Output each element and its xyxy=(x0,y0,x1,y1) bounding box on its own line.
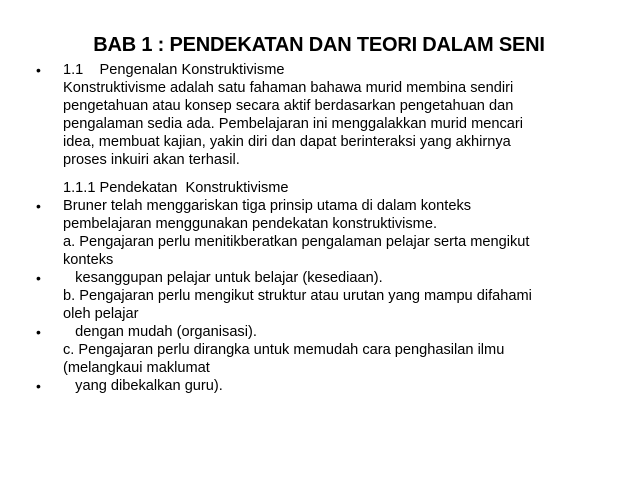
text-line xyxy=(0,323,638,341)
text-line xyxy=(0,133,638,151)
paragraph-line: c. Pengajaran perlu dirangka untuk memudah cara penghasilan ilmu xyxy=(63,342,505,358)
text-line xyxy=(0,377,638,395)
paragraph-line: yang dibekalkan guru). xyxy=(63,378,223,394)
paragraph-line: pengalaman sedia ada. Pembelajaran ini menggalakkan murid mencari xyxy=(63,116,523,132)
text-line xyxy=(0,269,638,287)
text-line xyxy=(0,305,638,323)
paragraph-line: a. Pengajaran perlu menitikberatkan pengalaman pelajar serta mengikut xyxy=(63,234,530,250)
paragraph-line: pembelajaran menggunakan pendekatan konstruktivisme. xyxy=(63,216,437,232)
paragraph-line: dengan mudah (organisasi). xyxy=(63,324,257,340)
bullet-icon: • xyxy=(36,324,41,340)
text-line xyxy=(0,179,638,197)
text-line xyxy=(0,61,638,79)
text-line xyxy=(0,287,638,305)
text-line xyxy=(0,151,638,169)
slide-title: BAB 1 : PENDEKATAN DAN TEORI DALAM SENI xyxy=(93,34,545,56)
section-heading: 1.1 Pengenalan Konstruktivisme xyxy=(63,62,285,78)
text-line xyxy=(0,197,638,215)
slide-content xyxy=(0,61,638,395)
section-heading: 1.1.1 Pendekatan Konstruktivisme xyxy=(63,180,289,196)
paragraph-line: oleh pelajar xyxy=(63,306,139,322)
paragraph-line: konteks xyxy=(63,252,114,268)
paragraph-line: proses inkuiri akan terhasil. xyxy=(63,152,240,168)
text-line xyxy=(0,341,638,359)
paragraph-line: (melangkaui maklumat xyxy=(63,360,210,376)
paragraph-line: Bruner telah menggariskan tiga prinsip utama di dalam konteks xyxy=(63,198,472,214)
text-line xyxy=(0,115,638,133)
paragraph-line: b. Pengajaran perlu mengikut struktur atau urutan yang mampu difahami xyxy=(63,288,532,304)
text-line xyxy=(0,359,638,377)
bullet-icon: • xyxy=(36,378,41,394)
paragraph-line: Konstruktivisme adalah satu fahaman bahawa murid membina sendiri xyxy=(63,80,514,96)
paragraph-line: kesanggupan pelajar untuk belajar (kesediaan). xyxy=(63,270,383,286)
text-line xyxy=(0,233,638,251)
bullet-icon: • xyxy=(36,198,41,214)
text-line xyxy=(0,97,638,115)
section-gap xyxy=(0,169,638,179)
text-line xyxy=(0,215,638,233)
paragraph-line: idea, membuat kajian, yakin diri dan dapat berinteraksi yang akhirnya xyxy=(63,134,511,150)
paragraph-line: pengetahuan atau konsep secara aktif berdasarkan pengetahuan dan xyxy=(63,98,514,114)
bullet-icon: • xyxy=(36,62,41,78)
text-line xyxy=(0,251,638,269)
bullet-icon: • xyxy=(36,270,41,286)
text-line xyxy=(0,79,638,97)
